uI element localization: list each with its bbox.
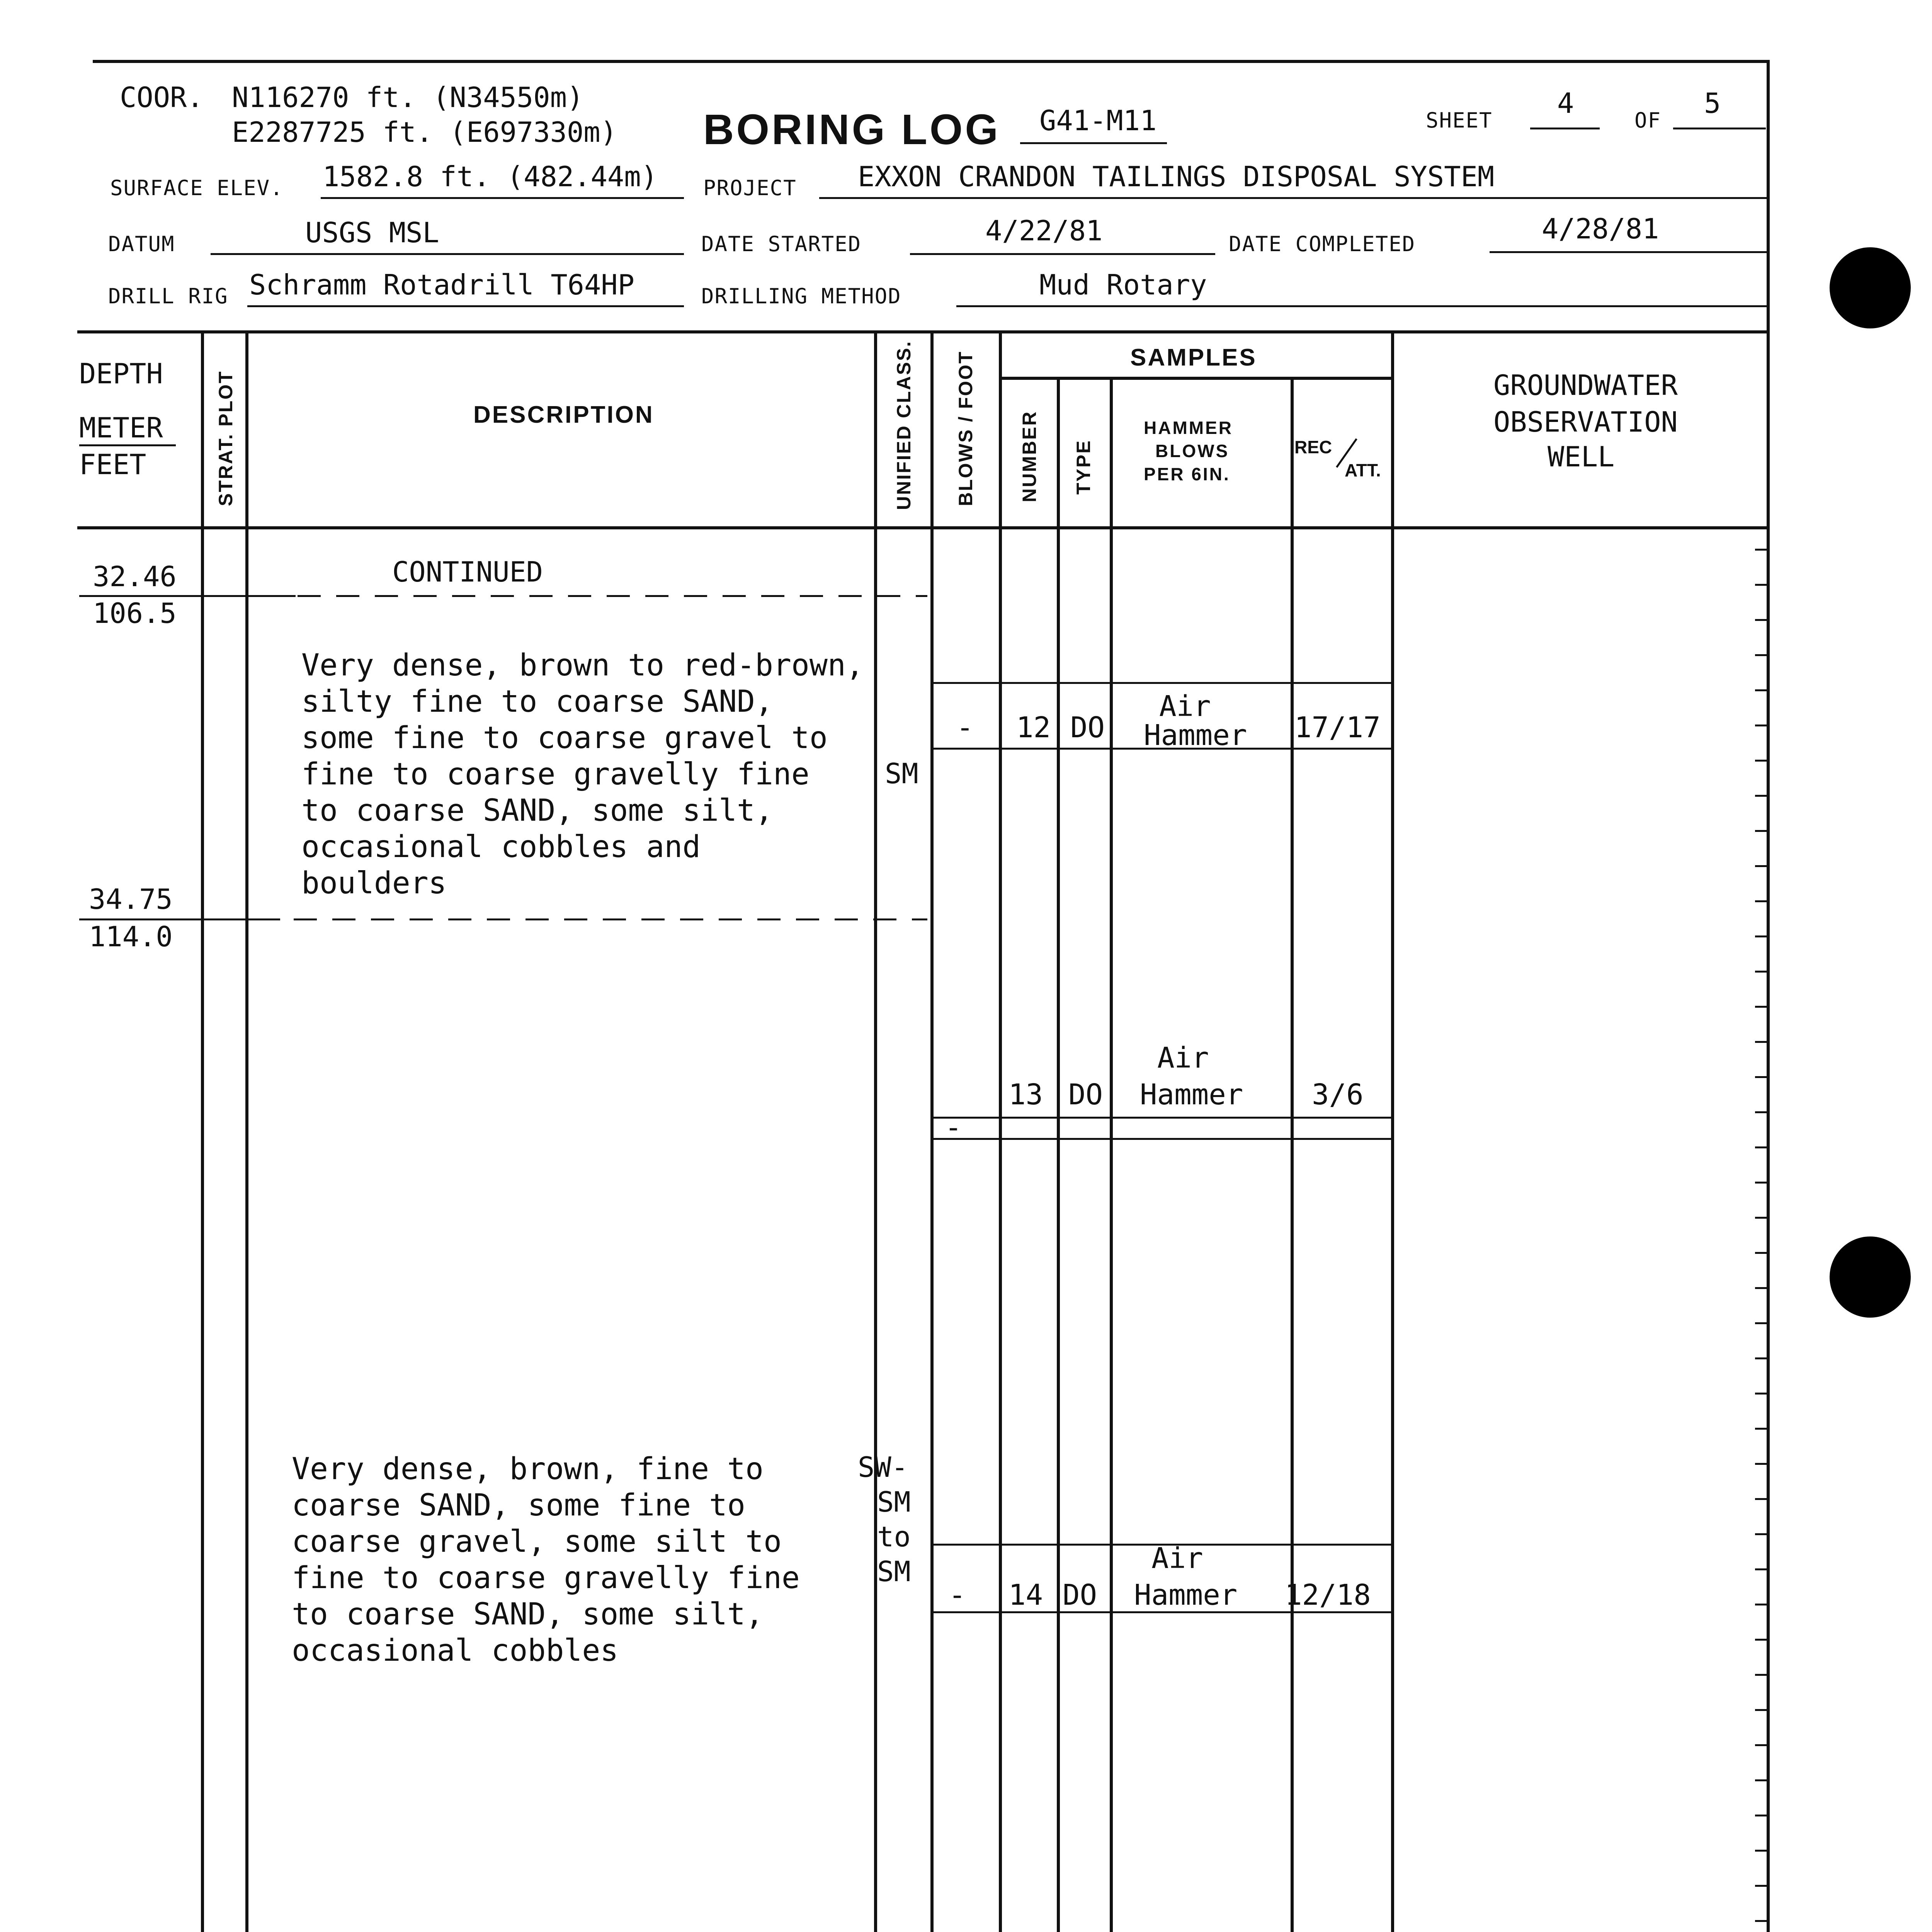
scale-tick: [1755, 1428, 1767, 1430]
col-sep-depth: [201, 330, 204, 1932]
scale-tick: [1755, 830, 1767, 832]
drill-rig-label: DRILL RIG: [108, 284, 228, 308]
continued-top: CONTINUED: [392, 556, 543, 588]
att-header: ATT.: [1345, 460, 1381, 480]
scale-tick: [1755, 935, 1767, 937]
depth-mark-2-meter: 34.75: [89, 883, 173, 915]
surface-elev-value: 1582.8 ft. (482.44m): [323, 160, 658, 193]
sample-14-hammer-line2: Hammer: [1134, 1578, 1238, 1612]
scale-tick: [1755, 1111, 1767, 1113]
sample-12-top-rule: [930, 682, 1391, 684]
sample-13-top-rule: [930, 1117, 1391, 1119]
sheet-number-underline: [1530, 128, 1600, 129]
scale-tick: [1755, 1674, 1767, 1676]
sample-12-number: 12: [1016, 711, 1051, 744]
boring-id-underline: [1020, 142, 1167, 144]
sample-13-hammer-line1: Air: [1157, 1041, 1209, 1075]
stratum-1-unified-class: SM: [885, 757, 918, 790]
date-started-underline: [910, 253, 1215, 255]
scale-tick: [1755, 549, 1767, 551]
col-sep-type: [1110, 377, 1113, 1932]
stratum-2-description: Very dense, brown, fine to coarse SAND, some fine to coarse gravel, some silt to fine to coarse gravelly fine to coarse SAND, some silt, occasional cobbles: [292, 1452, 800, 1668]
stratum-boundary-top: [298, 595, 927, 597]
surface-elev-label: SURFACE ELEV.: [110, 176, 284, 200]
depth-mark-1-meter: 32.46: [93, 560, 177, 593]
scale-tick: [1755, 1604, 1767, 1605]
col-sep-rec: [1391, 330, 1394, 1932]
datum-value: USGS MSL: [305, 216, 439, 249]
scale-tick: [1755, 724, 1767, 726]
depth-header-line2: METER: [79, 412, 163, 444]
header-table-divider: [77, 330, 1770, 333]
scale-tick: [1755, 1885, 1767, 1887]
depth-header-rule: [79, 444, 176, 446]
col-sep-class: [930, 330, 934, 1932]
depth-mark-2-feet: 114.0: [89, 920, 173, 953]
sample-14-number: 14: [1009, 1578, 1043, 1612]
sample-13-rec-att: 3/6: [1312, 1078, 1364, 1111]
scale-tick: [1755, 795, 1767, 797]
scale-tick: [1755, 1146, 1767, 1148]
scale-tick: [1755, 619, 1767, 621]
drilling-method-label: DRILLING METHOD: [701, 284, 901, 308]
stratum-2-class-line1: SW-: [858, 1451, 908, 1483]
scale-tick: [1755, 1920, 1767, 1922]
scale-tick: [1755, 1393, 1767, 1395]
groundwater-header-line1: GROUNDWATER: [1493, 369, 1678, 401]
col-sep-blows: [999, 330, 1002, 1932]
col-sep-hammer: [1291, 377, 1294, 1932]
rec-header: REC: [1294, 437, 1332, 457]
depth-header-line1: DEPTH: [79, 357, 163, 390]
depth-header-line3: FEET: [79, 448, 146, 481]
scale-tick: [1755, 1709, 1767, 1711]
stratum-2-class-line3: to: [877, 1520, 911, 1553]
scale-tick: [1755, 1006, 1767, 1008]
sample-14-type: DO: [1063, 1578, 1097, 1612]
blows-per-foot-header: BLOWS / FOOT: [955, 350, 976, 506]
scale-tick: [1755, 584, 1767, 586]
binder-hole-middle: [1830, 1236, 1911, 1318]
scale-tick: [1755, 900, 1767, 902]
datum-underline: [211, 253, 684, 255]
scale-tick: [1755, 865, 1767, 867]
samples-header-divider: [999, 377, 1391, 380]
col-sep-strat: [245, 330, 248, 1932]
scale-tick: [1755, 1076, 1767, 1078]
stratum-1-description: Very dense, brown to red-brown, silty fine to coarse SAND, some fine to coarse gravel to fine to coarse gravelly fine to coarse SAND, some silt, occasional cobbles and boulders: [301, 648, 864, 901]
sample-12-type: DO: [1070, 711, 1105, 744]
northing-value: N116270 ft. (N34550m): [232, 81, 584, 114]
samples-header: SAMPLES: [1130, 344, 1257, 371]
drilling-method-underline: [956, 305, 1768, 307]
scale-tick: [1755, 1498, 1767, 1500]
datum-label: DATUM: [108, 232, 175, 256]
stratum-2-class-line4: SM: [877, 1555, 911, 1588]
boring-id: G41-M11: [1039, 104, 1157, 137]
drill-rig-underline: [247, 305, 684, 307]
column-header-divider: [77, 526, 1770, 529]
binder-hole-top: [1830, 247, 1911, 328]
description-header: DESCRIPTION: [473, 401, 654, 428]
unified-class-header: UNIFIED CLASS.: [893, 340, 915, 510]
hammer-header-line2: BLOWS: [1155, 441, 1230, 461]
sample-12-hammer-line2: Hammer: [1144, 719, 1247, 752]
right-border: [1767, 60, 1770, 1932]
scale-tick: [1755, 971, 1767, 973]
date-started-value: 4/22/81: [985, 214, 1103, 247]
coordinates-label: COOR.: [120, 81, 204, 114]
scale-tick: [1755, 1815, 1767, 1816]
easting-value: E2287725 ft. (E697330m): [232, 116, 617, 148]
stratum-boundary-middle: [255, 918, 927, 920]
sample-14-blows: -: [949, 1578, 966, 1612]
scale-tick: [1755, 1252, 1767, 1254]
scale-tick: [1755, 1639, 1767, 1641]
drilling-method-value: Mud Rotary: [1039, 269, 1207, 301]
sample-13-hammer-line2: Hammer: [1140, 1078, 1243, 1111]
strat-plot-header: STRAT. PLOT: [215, 370, 236, 506]
sample-12-hammer-line1: Air: [1159, 690, 1211, 723]
surface-elev-underline: [321, 197, 684, 199]
scale-tick: [1755, 1850, 1767, 1852]
scale-tick: [1755, 689, 1767, 691]
sample-14-hammer-line1: Air: [1151, 1542, 1203, 1575]
sample-12-rec-att: 17/17: [1294, 711, 1381, 744]
col-sep-number: [1057, 377, 1060, 1932]
project-underline: [819, 197, 1770, 199]
groundwater-header-line2: OBSERVATION: [1493, 406, 1678, 438]
scale-tick: [1755, 1463, 1767, 1465]
scale-tick: [1755, 1568, 1767, 1570]
sample-13-type: DO: [1068, 1078, 1103, 1111]
scale-tick: [1755, 1533, 1767, 1535]
sample-13-blows: -: [945, 1111, 962, 1144]
type-header: TYPE: [1073, 439, 1094, 495]
date-completed-label: DATE COMPLETED: [1229, 232, 1416, 256]
sample-13-number: 13: [1009, 1078, 1043, 1111]
date-completed-underline: [1490, 251, 1770, 253]
number-header: NUMBER: [1019, 410, 1040, 502]
top-border: [93, 60, 1770, 63]
date-completed-value: 4/28/81: [1542, 213, 1659, 245]
hammer-header-line3: PER 6IN.: [1144, 464, 1230, 484]
scale-tick: [1755, 1287, 1767, 1289]
col-sep-description: [874, 330, 877, 1932]
scale-tick: [1755, 760, 1767, 762]
hammer-header-line1: HAMMER: [1144, 418, 1233, 438]
scale-tick: [1755, 1357, 1767, 1359]
sample-13-bottom-rule: [930, 1138, 1391, 1140]
scale-tick: [1755, 654, 1767, 656]
drill-rig-value: Schramm Rotadrill T64HP: [249, 269, 634, 301]
scale-tick: [1755, 1744, 1767, 1746]
sample-12-blows: -: [956, 711, 974, 744]
project-label: PROJECT: [703, 176, 797, 200]
sheet-label: SHEET: [1426, 108, 1493, 133]
stratum-2-class-line2: SM: [877, 1486, 911, 1518]
sample-14-rec-att: 12/18: [1285, 1578, 1371, 1612]
of-label: OF: [1634, 108, 1662, 133]
project-value: EXXON CRANDON TAILINGS DISPOSAL SYSTEM: [858, 160, 1495, 193]
scale-tick: [1755, 1041, 1767, 1043]
scale-tick: [1755, 1182, 1767, 1184]
sheet-total-underline: [1673, 128, 1766, 129]
scale-tick: [1755, 1779, 1767, 1781]
sheet-number: 4: [1557, 87, 1574, 119]
scale-tick: [1755, 1217, 1767, 1219]
scale-tick: [1755, 1322, 1767, 1324]
page-title: BORING LOG: [703, 106, 1000, 153]
groundwater-header-line3: WELL: [1548, 440, 1615, 473]
sheet-total: 5: [1704, 87, 1721, 119]
depth-mark-1-feet: 106.5: [93, 597, 177, 629]
date-started-label: DATE STARTED: [701, 232, 862, 256]
